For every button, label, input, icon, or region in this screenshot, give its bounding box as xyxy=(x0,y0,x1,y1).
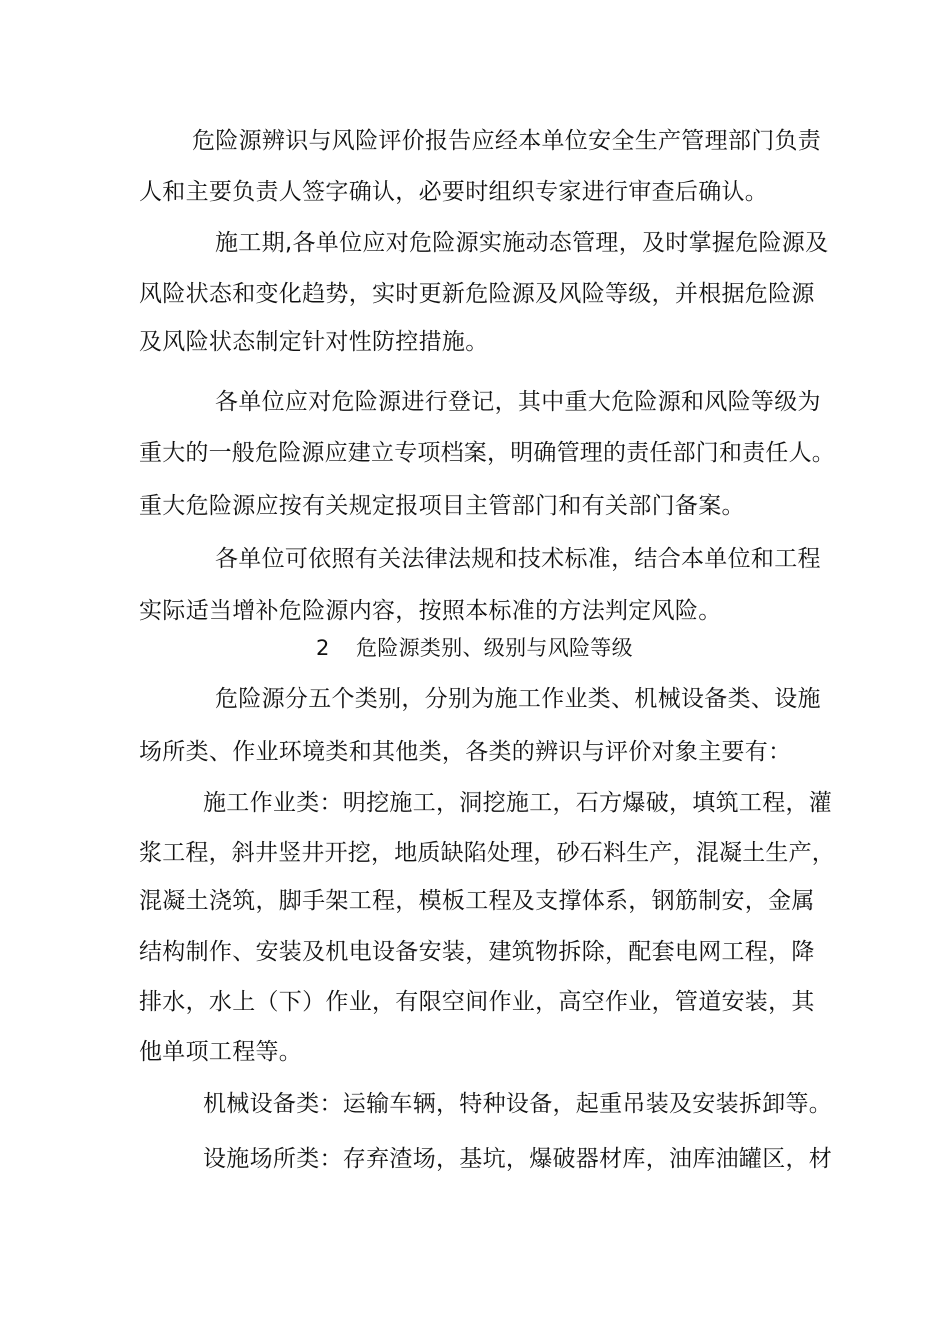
paragraph-6-line-5: 排水，水上（下）作业，有限空间作业，高空作业，管道安装，其 xyxy=(139,989,815,1015)
paragraph-6-line-4: 结构制作、安装及机电设备安装，建筑物拆除，配套电网工程，降 xyxy=(139,939,815,965)
paragraph-5-line-2: 场所类、作业环境类和其他类，各类的辨识与评价对象主要有： xyxy=(139,739,792,765)
paragraph-4-line-2: 实际适当增补危险源内容，按照本标准的方法判定风险。 xyxy=(139,598,722,624)
paragraph-6-line-2: 浆工程，斜井竖井开挖，地质缺陷处理，砂石料生产，混凝土生产， xyxy=(139,840,835,866)
paragraph-2-line-3: 及风险状态制定针对性防控措施。 xyxy=(139,329,489,355)
paragraph-6-line-1: 施工作业类：明挖施工，洞挖施工，石方爆破，填筑工程，灌 xyxy=(203,790,833,816)
paragraph-2-line-1: 施工期,各单位应对危险源实施动态管理，及时掌握危险源及 xyxy=(215,230,829,256)
paragraph-1-line-1: 危险源辨识与风险评价报告应经本单位安全生产管理部门负责 xyxy=(192,128,822,154)
paragraph-7-line-1: 机械设备类：运输车辆，特种设备，起重吊装及安装拆卸等。 xyxy=(203,1091,833,1117)
paragraph-1-line-2: 人和主要负责人签字确认，必要时组织专家进行审查后确认。 xyxy=(139,179,769,205)
paragraph-2-line-2: 风险状态和变化趋势，实时更新危险源及风险等级，并根据危险源 xyxy=(139,281,815,307)
paragraph-4-line-1: 各单位可依照有关法律法规和技术标准，结合本单位和工程 xyxy=(215,546,821,572)
paragraph-5-line-1: 危险源分五个类别，分别为施工作业类、机械设备类、设施 xyxy=(215,686,821,712)
section-heading-title: 危险源类别、级别与风险等级 xyxy=(356,636,633,660)
paragraph-3-line-3: 重大危险源应按有关规定报项目主管部门和有关部门备案。 xyxy=(139,493,745,519)
paragraph-3-line-1: 各单位应对危险源进行登记，其中重大危险源和风险等级为 xyxy=(215,389,821,415)
section-heading-number: 2 xyxy=(316,636,330,660)
paragraph-8-line-1: 设施场所类：存弃渣场，基坑，爆破器材库，油库油罐区，材 xyxy=(203,1146,833,1172)
paragraph-3-line-2: 重大的一般危险源应建立专项档案，明确管理的责任部门和责任人。 xyxy=(139,440,835,466)
paragraph-6-line-6: 他单项工程等。 xyxy=(139,1039,303,1065)
paragraph-6-line-3: 混凝土浇筑，脚手架工程，模板工程及支撑体系，钢筋制安，金属 xyxy=(139,888,815,914)
